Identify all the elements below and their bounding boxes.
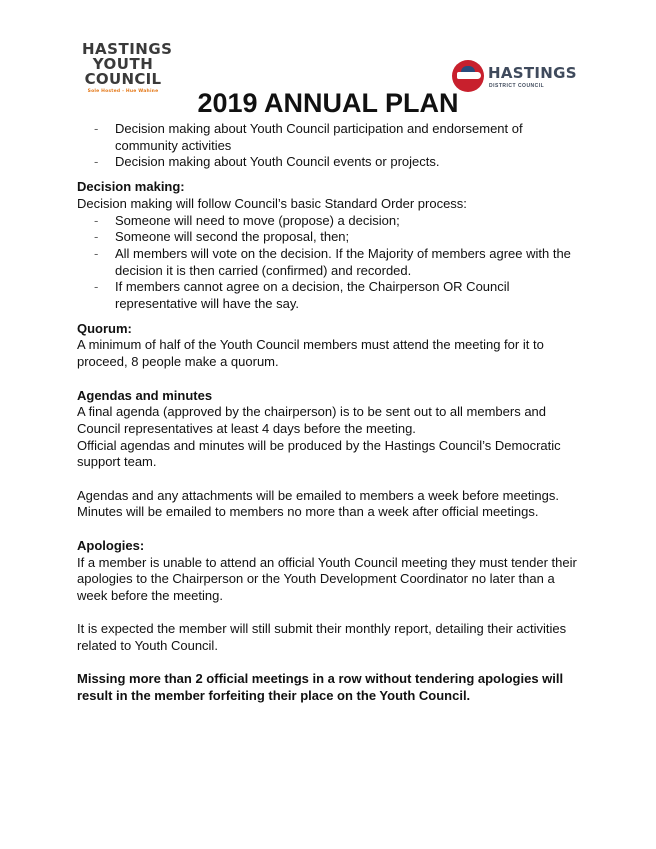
decision-heading: Decision making: (77, 179, 185, 195)
agendas-paragraph-2: Official agendas and minutes will be produced by the Hastings Council’s Democratic support team. (77, 437, 561, 470)
list-item: - Decision making about Youth Council participation and endorsement of community activities (77, 121, 577, 154)
logo-line-2: YOUTH (92, 55, 154, 73)
document-body (77, 121, 577, 705)
logo-tagline: Sole Hosted - Hue Wahine (87, 89, 159, 94)
intro-list (77, 121, 577, 171)
apologies-paragraph-1: If a member is unable to attend an official Youth Council meeting they must tender their apologies to the Chairperson or the Youth Development Coordinator no later than a week before the meeting. (77, 554, 577, 603)
logo-line-1: HASTINGS (82, 40, 173, 58)
agendas-heading: Agendas and minutes (77, 387, 213, 403)
quorum-heading: Quorum: (77, 320, 132, 336)
decision-list (77, 213, 577, 313)
list-item: - Someone will need to move (propose) a decision; (77, 213, 577, 230)
apologies-heading: Apologies: (77, 537, 145, 553)
quorum-text: A minimum of half of the Youth Council members must attend the meeting for it to proceed, 8 people make a quorum. (77, 337, 544, 370)
logo-line-3: COUNCIL (84, 70, 162, 88)
agendas-paragraph-1: A final agenda (approved by the chairperson) is to be sent out to all members and Council representatives at least 4 days before the meeting. (77, 404, 547, 436)
apologies-paragraph-2: It is expected the member will still submit their monthly report, detailing their activities related to Youth Council. (77, 621, 567, 654)
list-item: - Someone will second the proposal, then; (77, 229, 577, 246)
decision-text: Decision making will follow Council’s basic Standard Order process: (77, 195, 467, 211)
apologies-warning: Missing more than 2 official meetings in a row without tendering apologies will result in the member forfeiting their place on the Youth Council. (77, 671, 564, 704)
list-item: - All members will vote on the decision. If the Majority of members agree with the decision it is then carried (confirmed) and recorded. (77, 246, 577, 279)
list-item: - Decision making about Youth Council events or projects. (77, 154, 577, 171)
page-title: 2019 ANNUAL PLAN (197, 88, 459, 118)
list-item: - If members cannot agree on a decision, the Chairperson OR Council representative will have the say. (77, 279, 577, 312)
council-logo-sub: DISTRICT COUNCIL (489, 83, 545, 89)
council-logo-name: HASTINGS (488, 64, 577, 82)
agendas-paragraph-3: Agendas and any attachments will be emailed to members a week before meetings. Minutes will be emailed to members no more than a week after official meetings. (77, 487, 559, 520)
